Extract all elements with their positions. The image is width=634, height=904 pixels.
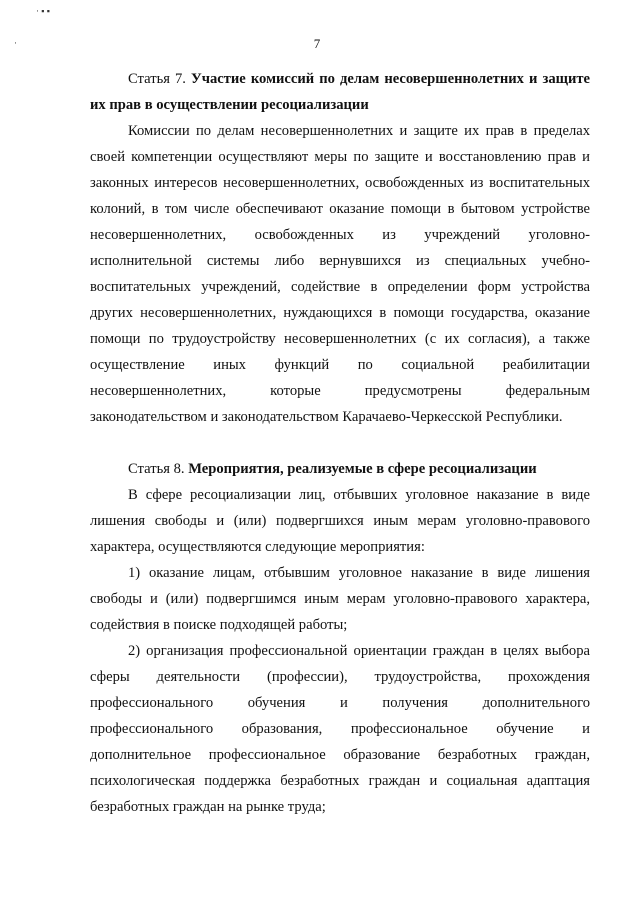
article8-intro <box>90 482 590 560</box>
article7-line: законных интересов несовершеннолетних, освобожденных из воспитательных <box>90 175 590 191</box>
item1-line: 1) оказание лицам, отбывшим уголовное наказание в виде лишения <box>128 565 590 581</box>
article7-line: своей компетенции осуществляют меры по защите и восстановлению прав и <box>90 149 590 165</box>
article7-line: помощи по трудоустройству несовершеннолетних (с их согласия), а также <box>90 331 590 347</box>
article8-heading <box>90 456 590 482</box>
item2-line: дополнительное профессиональное образование безработных граждан, <box>90 747 590 763</box>
scan-artifact-mark: · ▪ ▪ <box>36 6 50 16</box>
article7-line: несовершеннолетних, которые предусмотрены федеральным <box>90 383 590 399</box>
article8-item-2 <box>90 638 590 820</box>
article8-item-1 <box>90 560 590 638</box>
article8-number: Статья 8. <box>128 461 185 477</box>
page-number: 7 <box>313 36 321 51</box>
article7-line: законодательством и законодательством Карачаево-Черкесской Республики. <box>90 409 563 425</box>
item2-line: безработных граждан на рынке труда; <box>90 799 326 815</box>
item1-line: свободы и (или) подвергшимся иным мерам уголовно-правового характера, <box>90 591 590 607</box>
item2-line: профессионального образования, профессиональное обучение и <box>90 721 590 737</box>
article8-intro-line: лишения свободы и (или) подвергшихся иным мерам уголовно-правового <box>90 513 590 529</box>
article8-intro-line: В сфере ресоциализации лиц, отбывших уголовное наказание в виде <box>128 487 590 503</box>
article7-line: осуществление иных функций по социальной реабилитации <box>90 357 590 373</box>
document-body <box>90 66 590 820</box>
article7-title-part1: Участие комиссий по делам несовершеннолетних и защите <box>191 71 590 87</box>
item2-line: психологическая поддержка безработных граждан и социальная адаптация <box>90 773 590 789</box>
section-spacer <box>90 430 590 456</box>
article7-paragraph <box>90 118 590 430</box>
scan-artifact-dot: · <box>14 38 17 48</box>
item1-line: содействия в поиске подходящей работы; <box>90 617 348 633</box>
article7-line: колоний, в том числе обеспечивают оказание помощи в бытовом устройстве <box>90 201 590 217</box>
article7-number: Статья 7. <box>128 71 186 87</box>
article7-heading-line2: их прав в осуществлении ресоциализации <box>90 97 369 113</box>
article7-line: Комиссии по делам несовершеннолетних и защите их прав в пределах <box>128 123 590 139</box>
item2-line: профессионального обучения и получения дополнительного <box>90 695 590 711</box>
article7-heading-line1 <box>90 66 590 92</box>
article8-intro-line: характера, осуществляются следующие мероприятия: <box>90 539 425 555</box>
item2-line: 2) организация профессиональной ориентации граждан в целях выбора <box>128 643 590 659</box>
article7-line: несовершеннолетних, освобожденных из учреждений уголовно- <box>90 227 590 243</box>
article8-title: Мероприятия, реализуемые в сфере ресоциализации <box>188 461 537 477</box>
item2-line: сферы деятельности (профессии), трудоустройства, прохождения <box>90 669 590 685</box>
article7-line: воспитательных учреждений, содействие в определении форм устройства <box>90 279 590 295</box>
article7-line: исполнительной системы либо вернувшихся из специальных учебно- <box>90 253 590 269</box>
article7-line: других несовершеннолетних, нуждающихся в помощи государства, оказание <box>90 305 590 321</box>
